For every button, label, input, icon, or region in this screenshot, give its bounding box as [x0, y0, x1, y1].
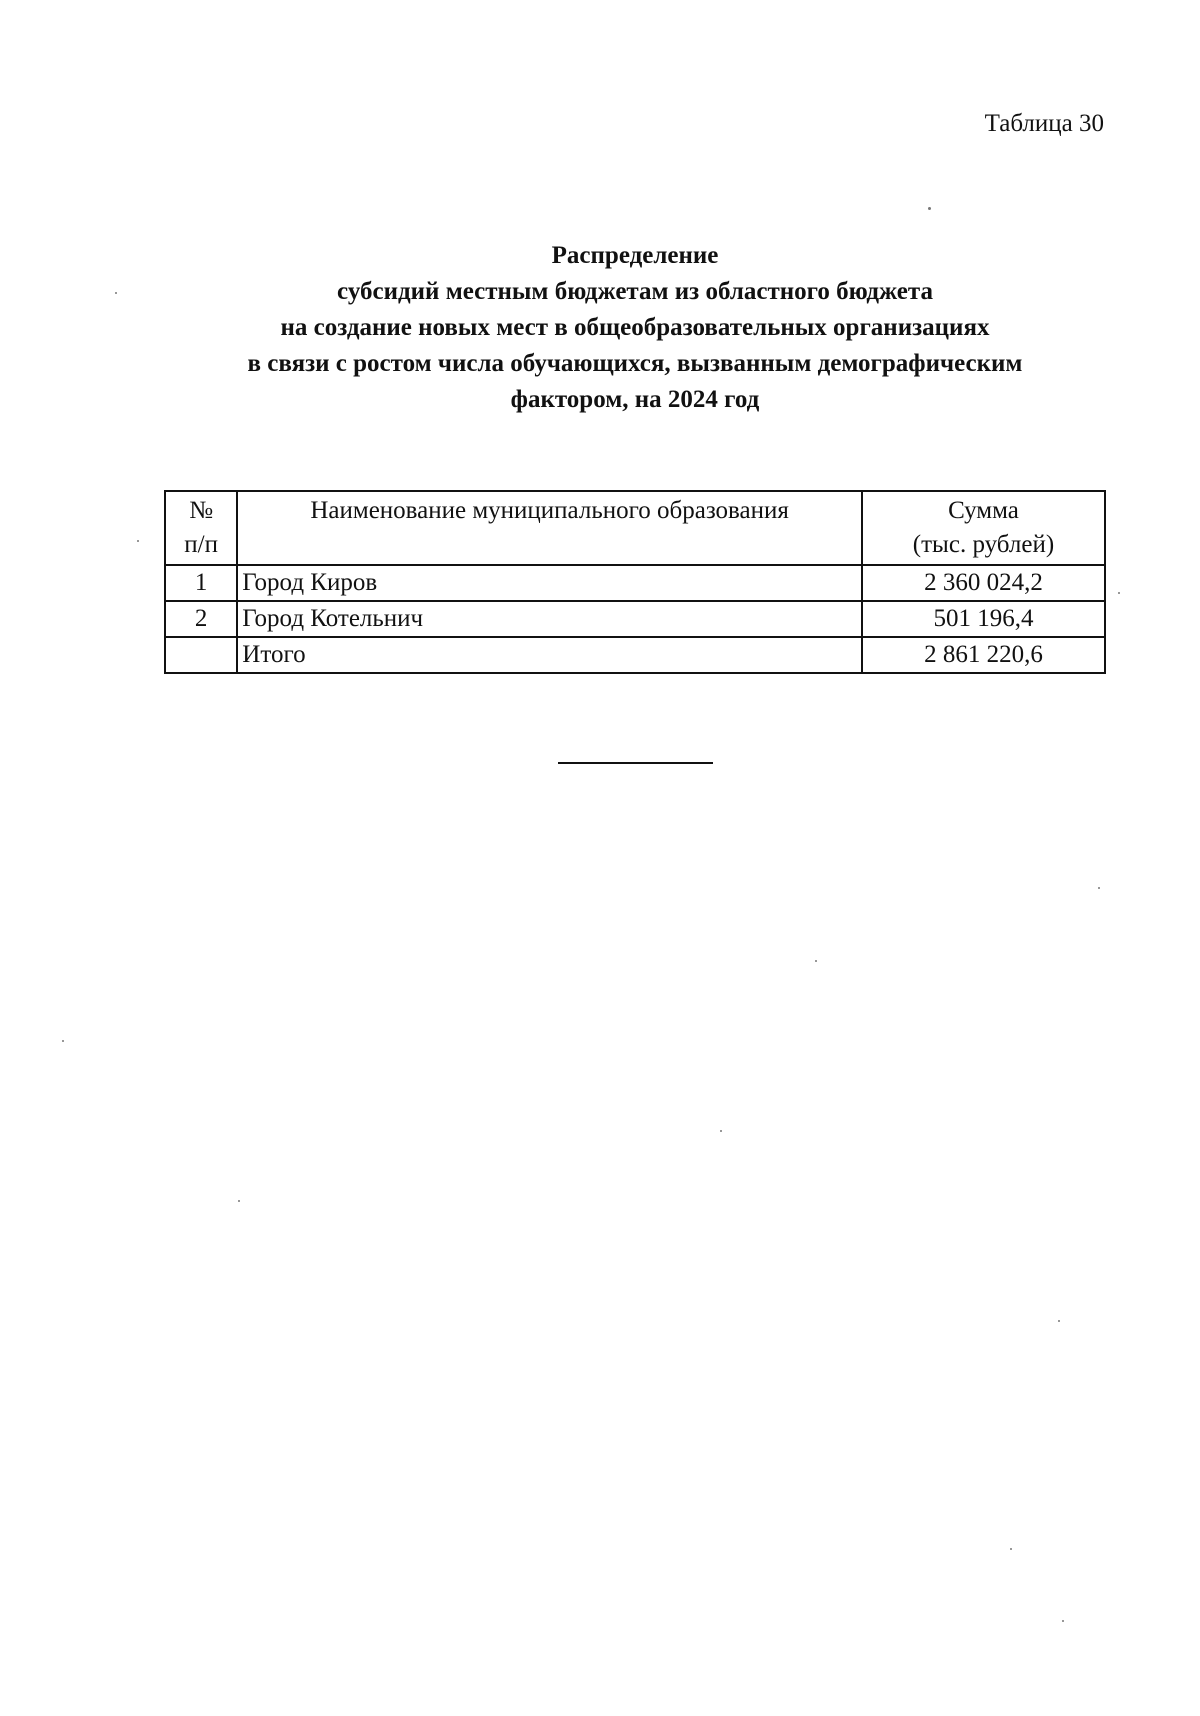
header-number-line-2: п/п: [184, 531, 218, 558]
scan-speck: [1098, 887, 1100, 889]
header-sum-line-2: (тыс. рублей): [912, 531, 1055, 558]
header-municipality: Наименование муниципального образования: [237, 491, 862, 565]
row-municipality: Город Киров: [237, 565, 862, 601]
table-header-row: [165, 491, 1105, 565]
scan-speck: [238, 1200, 240, 1202]
row-municipality: Город Котельнич: [237, 601, 862, 637]
closing-rule: [558, 762, 713, 764]
row-sum: 2 861 220,6: [862, 637, 1105, 673]
header-number-line-1: №: [189, 497, 214, 524]
title-line-1: Распределение: [551, 242, 719, 269]
scan-speck: [1062, 1620, 1064, 1622]
title-line-2: субсидий местным бюджетам из областного бюджета: [337, 278, 933, 305]
scan-speck: [928, 207, 931, 210]
row-sum: 2 360 024,2: [862, 565, 1105, 601]
scan-speck: [1118, 592, 1120, 594]
title-line-3: на создание новых мест в общеобразовательных организациях: [280, 314, 990, 341]
row-number: 2: [165, 601, 237, 637]
scan-speck: [720, 1130, 722, 1132]
scan-speck: [62, 1040, 64, 1042]
table-row: [165, 565, 1105, 601]
header-sum: [862, 491, 1105, 565]
scan-speck: [137, 540, 139, 542]
row-sum: 501 196,4: [862, 601, 1105, 637]
row-number: [165, 637, 237, 673]
table-number-label: Таблица 30: [984, 110, 1104, 137]
document-title: [100, 238, 1170, 418]
table-row: [165, 601, 1105, 637]
row-municipality: Итого: [237, 637, 862, 673]
title-line-4: в связи с ростом числа обучающихся, вызванным демографическим: [247, 350, 1023, 377]
scan-speck: [815, 960, 817, 962]
scan-speck: [1058, 1320, 1060, 1322]
header-sum-line-1: Сумма: [948, 497, 1019, 524]
distribution-table: [164, 490, 1106, 674]
header-number: [165, 491, 237, 565]
scan-speck: [115, 292, 117, 294]
scan-speck: [1010, 1548, 1012, 1550]
title-line-5: фактором, на 2024 год: [510, 386, 760, 413]
row-number: 1: [165, 565, 237, 601]
table-total-row: [165, 637, 1105, 673]
